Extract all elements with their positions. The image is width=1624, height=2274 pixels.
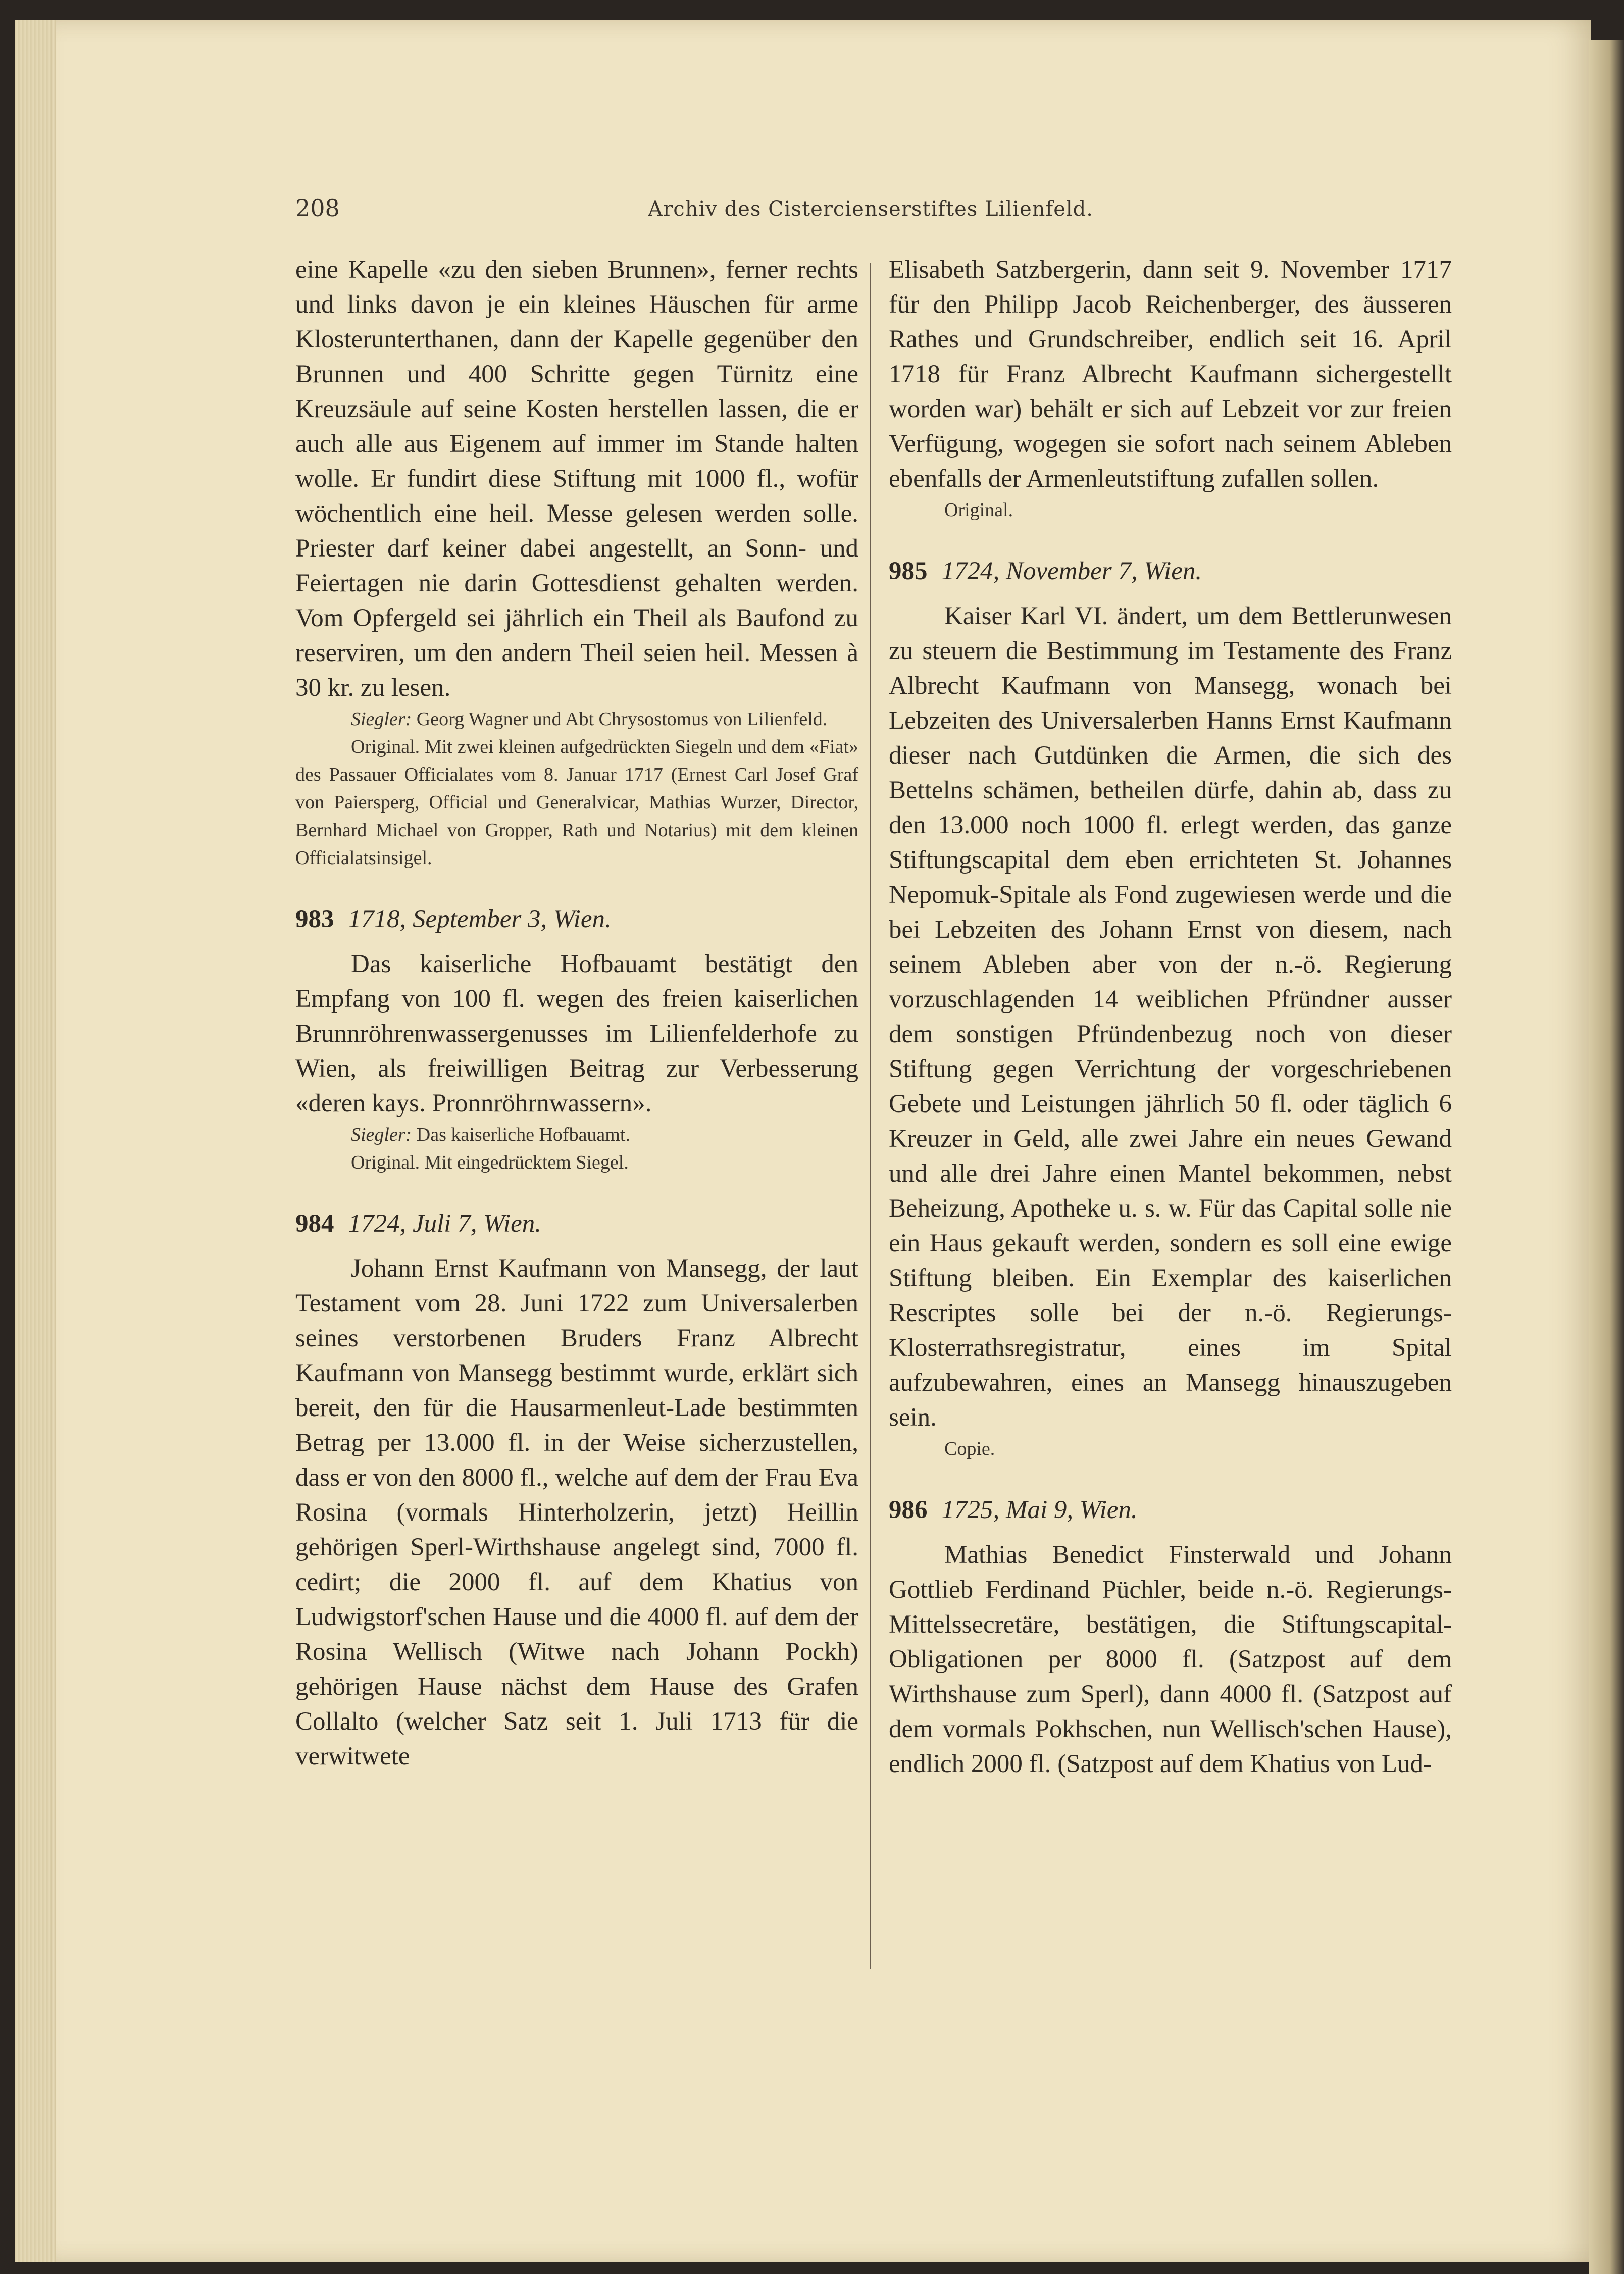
entry-number: 984 bbox=[295, 1209, 334, 1238]
entry-984-text: Johann Ernst Kaufmann von Mansegg, der laut Testament vom 28. Juni 1722 zum Universalerben seines verstorbenen Bruders Franz Albrecht Kaufmann von Mansegg bestimmt wurde, erklärt sich bereit, den für die Hausarmenleut-Lade bestimmten Betrag per 13.000 fl. in der Weise sicherzustellen, dass er von den 8000 fl., welche auf dem der Frau Eva Rosina (vormals Hinterholzerin, jetzt) Heillin gehörigen Sperl-Wirthshause angelegt sind, 7000 fl. cedirt; die 2000 fl. auf dem Khatius von Ludwigstorf'schen Hause und die 4000 fl. auf dem der Rosina Wellisch (Witwe nach Johann Pockh) gehörigen Hause nächst dem Hause des Grafen Collalto (welcher Satz seit 1. Juli 1713 für die verwitwete bbox=[295, 1254, 858, 1771]
left-column bbox=[295, 252, 858, 1774]
siegler-label: Siegler: bbox=[351, 709, 412, 730]
entry-984-continuation: Elisabeth Satzbergerin, dann seit 9. November 1717 für den Philipp Jacob Reichenberger, des äusseren Rathes und Grundschreiber, endlich seit 16. April 1718 für Franz Albrecht Kaufmann sichergestellt worden war) behält er sich auf Lebzeit vor zur freien Verfügung, wogegen sie sofort nach seinem Ableben ebenfalls der Armenleutstiftung zufallen sollen. bbox=[889, 256, 1452, 493]
running-title: Archiv des Cistercienserstiftes Lilienfeld. bbox=[648, 197, 1093, 221]
entry-983-original-note: Original. Mit eingedrücktem Siegel. bbox=[351, 1152, 629, 1173]
siegler-text: Georg Wagner und Abt Chrysostomus von Lilienfeld. bbox=[416, 709, 828, 730]
entry-985-heading bbox=[889, 553, 1452, 589]
entry-983-siegler bbox=[295, 1121, 858, 1149]
entry-986-heading bbox=[889, 1492, 1452, 1528]
right-column bbox=[889, 252, 1452, 1782]
entry-985-text: Kaiser Karl VI. ändert, um dem Bettlerunwesen zu steuern die Bestimmung im Testamente des Franz Albrecht Kaufmann von Mansegg, wonach bei Lebzeiten des Universalerben Hanns Ernst Kaufmann dieser nach Gutdünken die Armen, die sich des Bettelns schämen, betheilen dürfe, dahin ab, dass zu den 13.000 noch 1000 fl. erlegt werden, das ganze Stiftungscapital dem eben errichteten St. Johannes Nepomuk-Spitale als Fond zugewiesen werde und die bei Lebzeiten des Johann Ernst von diesem, nach seinem Ableben aber von der n.-ö. Regierung vorzuschlagenden 14 weiblichen Pfründner ausser dem sonstigen Pfründenbezug noch von dieser Stiftung gegen Verrichtung der vorgeschriebenen Gebete und Leistungen jährlich 50 fl. oder täglich 6 Kreuzer in Geld, alle zwei Jahre ein neues Gewand und alle drei Jahre einen Mantel bekommen, nebst Beheizung, Apotheke u. s. w. Für das Capital solle nie ein Haus gekauft werden, sondern es soll eine ewige Stiftung bleiben. Ein Exemplar des kaiserlichen Rescriptes solle bei der n.-ö. Regierungs-Klosterrathsregistratur, eines im Spital aufzubewahren, eines an Mansegg hinauszugeben sein. bbox=[889, 602, 1452, 1432]
entry-982-continuation: eine Kapelle «zu den sieben Brunnen», ferner rechts und links davon je ein kleines Häuschen für arme Klosterunterthanen, dann der Kapelle gegenüber den Brunnen und 400 Schritte gegen Türnitz eine Kreuzsäule auf seine Kosten herstellen lassen, die er auch alle aus Eigenem auf immer im Stande halten wolle. Er fundirt diese Stiftung mit 1000 fl., wofür wöchentlich eine heil. Messe gelesen werden solle. Priester darf keiner dabei angestellt, an Sonn- und Feiertagen nie darin Gottesdienst gehalten werden. Vom Opfergeld sei jährlich ein Theil als Baufond zu reserviren, um den andern Theil seien heil. Messen à 30 kr. zu lesen. bbox=[295, 256, 858, 702]
entry-983-heading bbox=[295, 901, 858, 937]
entry-number: 983 bbox=[295, 905, 334, 933]
entry-982-siegler bbox=[295, 705, 858, 733]
entry-date: 1725, Mai 9, Wien. bbox=[941, 1496, 1138, 1524]
facing-page-edge bbox=[1589, 40, 1624, 2274]
entry-982-original-note: Original. Mit zwei kleinen aufgedrückten Siegeln und dem «Fiat» des Passauer Officialates vom 8. Januar 1717 (Ernest Carl Josef Graf von Paiersperg, Official und Generalvicar, Mathias Wurzer, Director, Bernhard Michael von Gropper, Rath und Notarius) mit dem kleinen Officialatsinsigel. bbox=[295, 736, 858, 869]
page-number: 208 bbox=[295, 194, 340, 222]
entry-984-heading bbox=[295, 1206, 858, 1241]
page-stack-left-edge bbox=[15, 20, 56, 2262]
entry-number: 985 bbox=[889, 557, 928, 585]
entry-number: 986 bbox=[889, 1496, 928, 1524]
entry-985-note: Copie. bbox=[944, 1438, 995, 1459]
entry-986-text: Mathias Benedict Finsterwald und Johann Gottlieb Ferdinand Püchler, beide n.-ö. Regierungs-Mittelssecretäre, bestätigen, die Stiftungscapital-Obligationen per 8000 fl. (Satzpost auf dem Wirthshause zum Sperl), dann 4000 fl. (Satzpost auf dem vormals Pokhschen, nun Wellisch'schen Hause), endlich 2000 fl. (Satzpost auf dem Khatius von Lud- bbox=[889, 1541, 1452, 1778]
entry-984-note: Original. bbox=[944, 499, 1013, 521]
column-divider bbox=[870, 263, 871, 1969]
running-header bbox=[295, 194, 1093, 230]
siegler-text: Das kaiserliche Hofbauamt. bbox=[416, 1124, 630, 1145]
entry-983-text: Das kaiserliche Hofbauamt bestätigt den Empfang von 100 fl. wegen des freien kaiserlichen Brunnröhrenwassergenusses im Lilienfelderhofe zu Wien, als freiwilligen Beitrag zur Verbesserung «deren kays. Pronnröhrnwassern». bbox=[295, 950, 858, 1118]
entry-date: 1724, November 7, Wien. bbox=[941, 557, 1202, 585]
siegler-label: Siegler: bbox=[351, 1124, 412, 1145]
entry-date: 1724, Juli 7, Wien. bbox=[348, 1209, 541, 1238]
entry-date: 1718, September 3, Wien. bbox=[348, 905, 612, 933]
